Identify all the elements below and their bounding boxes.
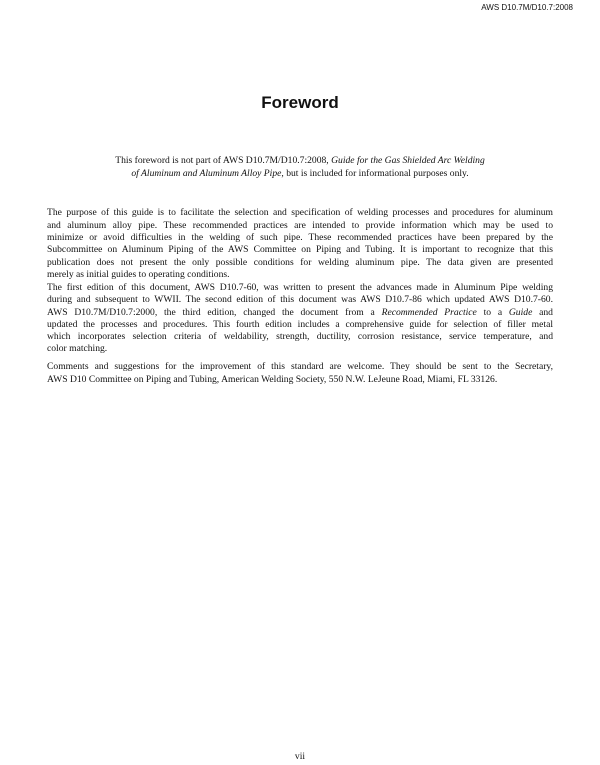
text-line: color matching. [47, 343, 108, 354]
intro-line-1 [0, 155, 600, 167]
text-line: merely as initial guides to operating conditions. [47, 269, 230, 280]
text-line: during and subsequent to WWII. The second edition of this document was AWS D10.7-86 which updated AWS D10.7-60. [47, 294, 553, 305]
text-line: publication does not present the only possible conditions for welding aluminum pipe. The data given are presented [47, 256, 553, 268]
text: and [532, 306, 553, 318]
running-header: AWS D10.7M/D10.7:2008 [481, 3, 573, 12]
intro-italic-title: Guide for the Gas Shielded Arc Welding [331, 155, 485, 166]
page-number: vii [294, 751, 306, 762]
text-line: updated the processes and procedures. This fourth edition includes a comprehensive guide for selection of filler metal [47, 318, 553, 330]
text-line [47, 307, 553, 319]
text: AWS D10.7M/D10.7:2000, the third edition, changed the document from a [47, 306, 382, 318]
text-line: Comments and suggestions for the improvement of this standard are welcome. They should be sent to the Secretary, [47, 361, 553, 372]
text-line: The first edition of this document, AWS D10.7-60, was written to present the advances made in Aluminum Pipe welding [47, 282, 553, 293]
text: to a [476, 306, 509, 318]
intro-text: This foreword is not part of AWS D10.7M/D10.7:2008, [115, 155, 332, 166]
text-line: Subcommittee on Aluminum Piping of the AWS Committee on Piping and Tubing. It is important to recognize that this [47, 244, 553, 255]
intro-italic-title: of Aluminum and Aluminum Alloy Pipe [131, 168, 282, 179]
italic-term: Recommended Practice [381, 306, 477, 318]
intro-text: , but is included for informational purposes only. [281, 168, 469, 179]
text-line: AWS D10 Committee on Piping and Tubing, American Welding Society, 550 N.W. LeJeune Road, Miami, FL 33126. [47, 374, 498, 385]
text-line: minimize or avoid difficulties in the welding of such pipe. These recommended practices have been prepared by the [47, 232, 553, 243]
intro-line-2 [0, 168, 600, 180]
text-line: The purpose of this guide is to facilitate the selection and specification of welding processes and procedures for aluminum [47, 207, 553, 218]
italic-term: Guide [508, 306, 533, 318]
text-line: and aluminum alloy pipe. These recommended practices are intended to provide information which may be used to [47, 219, 553, 231]
page-title: Foreword [261, 93, 339, 112]
text-line: which incorporates selection criteria of weldability, strength, ductility, corrosion resistance, service temperature, and [47, 331, 553, 342]
